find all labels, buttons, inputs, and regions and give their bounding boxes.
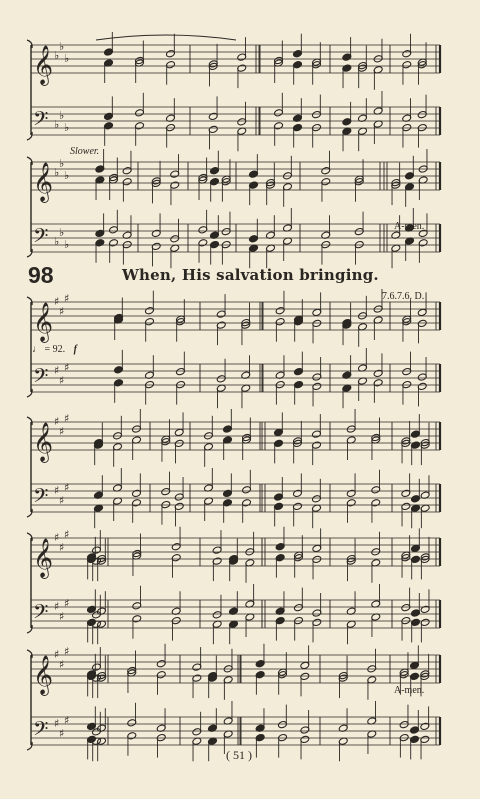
- sharp-sign: ♯: [54, 415, 60, 428]
- tempo-direction-slower: Slower.: [70, 146, 100, 157]
- sharp-sign: ♯: [54, 531, 60, 544]
- flat-sign: ♭: [64, 169, 70, 182]
- treble-clef-icon: 𝄞: [33, 655, 54, 695]
- sharp-sign: ♯: [64, 292, 70, 305]
- sharp-sign: ♯: [64, 361, 70, 374]
- sharp-sign: ♯: [64, 412, 70, 425]
- flat-sign: ♭: [64, 52, 70, 65]
- flat-sign: ♭: [54, 118, 60, 131]
- bass-clef-icon: 𝄢: [33, 364, 49, 392]
- sharp-sign: ♯: [64, 528, 70, 541]
- sharp-sign: ♯: [59, 610, 65, 623]
- flat-sign: ♭: [59, 109, 65, 122]
- flat-sign: ♭: [64, 121, 70, 134]
- treble-clef-icon: 𝄞: [33, 302, 54, 342]
- sharp-sign: ♯: [64, 645, 70, 658]
- flat-sign: ♭: [54, 235, 60, 248]
- treble-clef-icon: 𝄞: [33, 422, 54, 462]
- sharp-sign: ♯: [59, 494, 65, 507]
- metronome-mark: ♩ = 92.: [32, 344, 66, 355]
- treble-clef-icon: 𝄞: [33, 45, 54, 85]
- sharp-sign: ♯: [59, 425, 65, 438]
- sharp-sign: ♯: [59, 541, 65, 554]
- sharp-sign: ♯: [54, 600, 60, 613]
- bass-clef-icon: 𝄢: [33, 224, 49, 252]
- flat-sign: ♭: [59, 157, 65, 170]
- tempo-marking: [32, 344, 77, 355]
- hymn-number: 98: [28, 262, 54, 288]
- sharp-sign: ♯: [59, 658, 65, 671]
- sharp-sign: ♯: [54, 295, 60, 308]
- sharp-sign: ♯: [64, 597, 70, 610]
- sharp-sign: ♯: [59, 374, 65, 387]
- bass-clef-icon: 𝄢: [33, 484, 49, 512]
- sharp-sign: ♯: [54, 648, 60, 661]
- treble-clef-icon: 𝄞: [33, 162, 54, 202]
- slur: [96, 35, 236, 40]
- sharp-sign: ♯: [64, 481, 70, 494]
- sharp-sign: ♯: [59, 305, 65, 318]
- flat-sign: ♭: [64, 238, 70, 251]
- flat-sign: ♭: [59, 40, 65, 53]
- bass-clef-icon: 𝄢: [33, 107, 49, 135]
- amen-lyric-final: A-men.: [394, 685, 425, 696]
- hymn-title: When, His salvation bringing.: [122, 266, 379, 284]
- bass-clef-icon: 𝄢: [33, 717, 49, 745]
- page-number: ( 51 ): [226, 748, 252, 762]
- amen-lyric-previous: A-men.: [394, 221, 425, 232]
- hymn-meter: 7.6.7.6. D.: [382, 291, 425, 302]
- sharp-sign: ♯: [64, 714, 70, 727]
- flat-sign: ♭: [59, 226, 65, 239]
- sharp-sign: ♯: [54, 364, 60, 377]
- sharp-sign: ♯: [54, 717, 60, 730]
- sharp-sign: ♯: [54, 484, 60, 497]
- flat-sign: ♭: [54, 166, 60, 179]
- bass-clef-icon: 𝄢: [33, 600, 49, 628]
- treble-clef-icon: 𝄞: [33, 538, 54, 578]
- flat-sign: ♭: [54, 49, 60, 62]
- dynamic-mark: f: [73, 344, 77, 355]
- sharp-sign: ♯: [59, 727, 65, 740]
